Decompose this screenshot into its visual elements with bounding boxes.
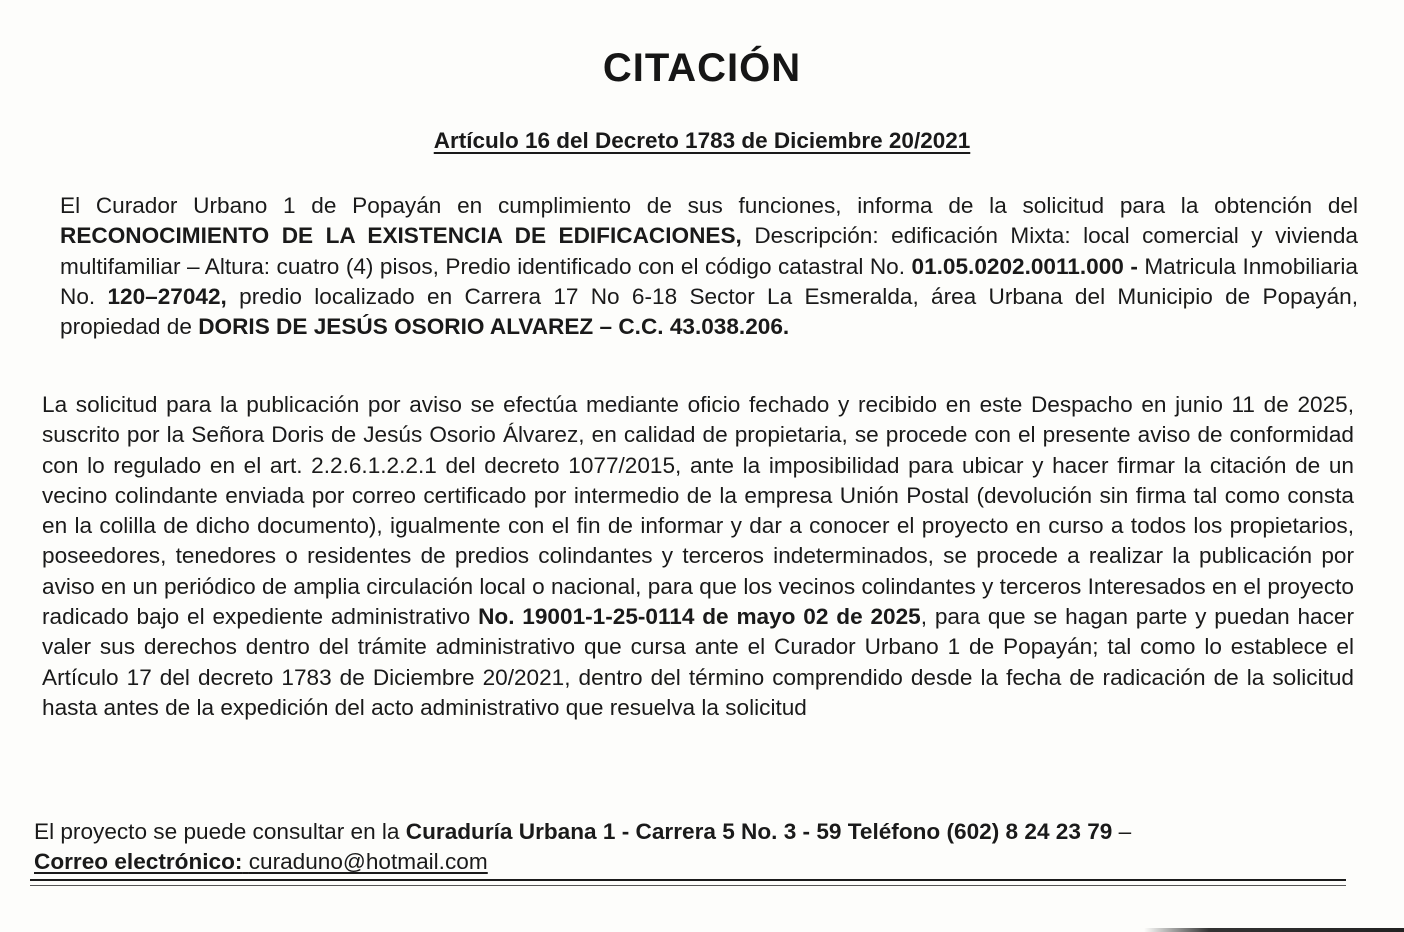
email-label: Correo electrónico:	[34, 849, 243, 875]
email-link[interactable]: curaduno@hotmail.com	[248, 849, 488, 875]
subtitle-text: Artículo 16 del Decreto 1783 de Diciembre 20/2021	[433, 128, 971, 153]
document-subtitle	[0, 128, 1404, 154]
para3-text-2: –	[1112, 819, 1132, 844]
para1-text-2: Descripción: edificación Mixta: local comercial y vivienda multifamiliar – Altura: cuatro (4) pisos, Predio identificado con el código catastral No.	[60, 223, 1358, 279]
para1-text-1: El Curador Urbano 1 de Popayán en cumplimiento de sus funciones, informa de la solicitud para la obtención del	[60, 193, 1358, 218]
para3-text-1: El proyecto se puede consultar en la	[34, 819, 406, 844]
para2-text-1: La solicitud para la publicación por aviso se efectúa mediante oficio fechado y recibido en este Despacho en junio 11 de 2025, suscrito por la Señora Doris de Jesús Osorio Álvarez, en calidad de propietaria, se procede con el presente aviso de conformidad con lo regulado en el art. 2.2.6.1.2.2.1 del decreto 1077/2015, ante la imposibilidad para ubicar y hacer firmar la citación de un vecino colindante enviada por correo certificado por intermedio de la empresa Unión Postal (devolución sin firma tal como consta en la colilla de dicho documento), igualmente con el fin de informar y dar a conocer el proyecto en curso a todos los propietarios, poseedores, tenedores o residentes de predios colindantes y terceros indeterminados, se procede a realizar la publicación por aviso en un periódico de amplia circulación local o nacional, para que los vecinos colindantes y terceros Interesados en el proyecto radicado bajo el expediente administrativo	[42, 392, 1354, 630]
document-title: CITACIÓN	[602, 46, 802, 90]
para1-text-3: Matricula Inmobiliaria No.	[60, 253, 1358, 309]
bottom-rule	[30, 879, 1346, 881]
bottom-rule-secondary	[30, 885, 1346, 886]
para2-bold-file-number: No. 19001-1-25-0114 de mayo 02 de 2025	[478, 604, 921, 630]
paper-edge-mark	[1144, 928, 1404, 932]
paragraph-request	[60, 191, 1358, 342]
para1-bold-owner: DORIS DE JESÚS OSORIO ALVAREZ – C.C. 43.038.206.	[198, 314, 790, 340]
para1-bold-registration: 120–27042,	[107, 283, 227, 309]
para2-text-2: , para que se hagan parte y puedan hacer valer sus derechos dentro del trámite administrativo que cursa ante el Curador Urbano 1 de Popayán; tal como lo establece el Artículo 17 del decreto 1783 de Diciembre 20/2021, dentro del término comprendido desde la fecha de radicación de la solicitud hasta antes de la expedición del acto administrativo que resuelva la solicitud	[42, 604, 1354, 720]
email-line	[34, 849, 488, 874]
para3-bold-office: Curaduría Urbana 1 - Carrera 5 No. 3 - 59 Teléfono (602) 8 24 23 79	[405, 819, 1113, 844]
para1-bold-cadastral: 01.05.0202.0011.000 -	[911, 253, 1138, 279]
para1-text-4: predio localizado en Carrera 17 No 6-18 Sector La Esmeralda, área Urbana del Municipio de Popayán, propiedad de	[60, 283, 1359, 340]
para1-bold-recognition: RECONOCIMIENTO DE LA EXISTENCIA DE EDIFICACIONES,	[60, 223, 742, 249]
paragraph-publication	[42, 390, 1354, 723]
paragraph-contact	[34, 817, 1354, 878]
